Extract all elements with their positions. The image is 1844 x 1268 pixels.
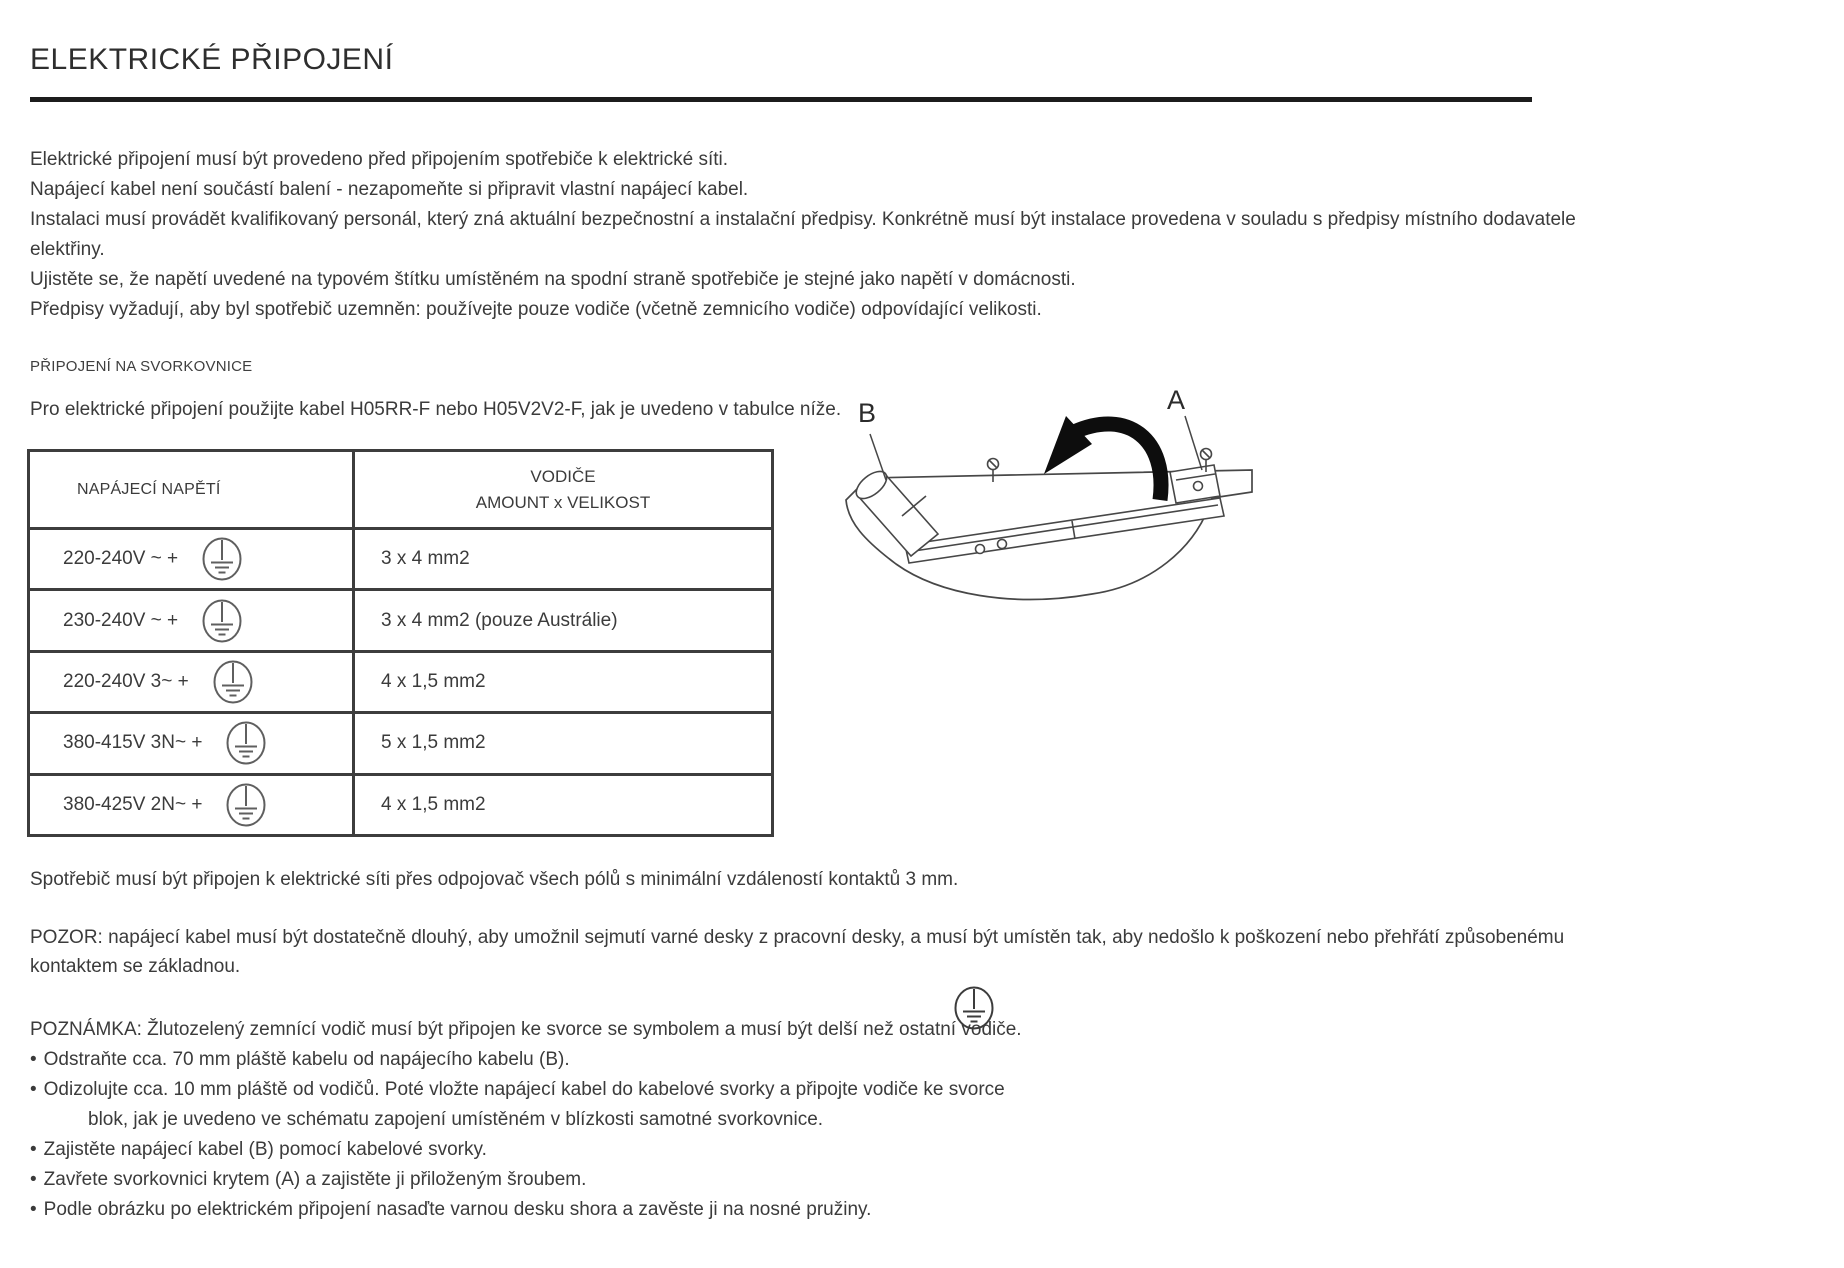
bullet: •: [30, 1169, 37, 1190]
cable-gland: [852, 466, 938, 556]
bullet: •: [30, 1079, 37, 1100]
disconnector-note: Spotřebič musí být připojen k elektrické síti přes odpojovač všech pólů s minimální vzdáleností kontaktů 3 mm.: [30, 869, 959, 890]
warning-line: POZOR: napájecí kabel musí být dostatečně dlouhý, aby umožnil sejmutí varné desky z pracovní desky, a musí být umístěn tak, aby nedošlo k poškození nebo přehřátí způsobenému: [30, 927, 1565, 948]
wires-cell: 4 x 1,5 mm2: [352, 773, 771, 834]
table-header-wires: [352, 452, 771, 527]
ground-icon: [202, 599, 242, 643]
ground-icon: [202, 537, 242, 581]
voltage-cell: 220-240V ~ +: [30, 527, 352, 588]
cable-type-note: Pro elektrické připojení použijte kabel H05RR-F nebo H05V2V2-F, jak je uvedeno v tabulce níže.: [30, 399, 842, 420]
page-title: ELEKTRICKÉ PŘIPOJENÍ: [30, 43, 394, 76]
intro-paragraph: [30, 145, 1576, 325]
ground-icon: [213, 660, 253, 704]
ground-note: POZNÁMKA: Žlutozelený zemnící vodič musí být připojen ke svorce se symbolem a musí být delší než ostatní vodiče.: [30, 1015, 1022, 1045]
ground-icon: [226, 721, 266, 765]
step-item: • Zajistěte napájecí kabel (B) pomocí kabelové svorky.: [30, 1135, 1022, 1165]
intro-line: Instalaci musí provádět kvalifikovaný personál, který zná aktuální bezpečnostní a instalační předpisy. Konkrétně musí být instalace provedena v souladu s předpisy místního dodavatele: [30, 209, 1576, 230]
intro-line: elektřiny.: [30, 239, 105, 260]
intro-line: Ujistěte se, že napětí uvedené na typovém štítku umístěném na spodní straně spotřebiče je stejné jako napětí v domácnosti.: [30, 269, 1076, 290]
wires-cell: 3 x 4 mm2 (pouze Austrálie): [352, 588, 771, 649]
step-item: • Odstraňte cca. 70 mm pláště kabelu od napájecího kabelu (B).: [30, 1045, 1022, 1075]
title-rule: [30, 97, 1532, 102]
voltage-cell: 230-240V ~ +: [30, 588, 352, 649]
warning-line: kontaktem se základnou.: [30, 956, 241, 977]
wires-cell: 3 x 4 mm2: [352, 527, 771, 588]
bullet: •: [30, 1139, 37, 1160]
table-header-voltage: NAPÁJECÍ NAPĚTÍ: [77, 480, 221, 498]
section-subheading: PŘIPOJENÍ NA SVORKOVNICE: [30, 358, 253, 375]
voltage-cell: 220-240V 3~ +: [30, 650, 352, 711]
power-supply-table: [27, 449, 774, 837]
step-item-continuation: blok, jak je uvedeno ve schématu zapojení umístěném v blízkosti samotné svorkovnice.: [88, 1109, 824, 1130]
table-header-wires-line1: VODIČE: [530, 466, 596, 486]
terminal-block-diagram: [840, 382, 1260, 642]
voltage-cell: 380-415V 3N~ +: [30, 711, 352, 772]
voltage-cell: 380-425V 2N~ +: [30, 773, 352, 834]
bullet: •: [30, 1199, 37, 1220]
diagram-label-a: A: [1167, 385, 1186, 415]
installation-steps: [30, 1015, 1022, 1225]
bullet: •: [30, 1049, 37, 1070]
cover-plate: [1170, 465, 1220, 503]
ground-note-word: vodiče.: [961, 1015, 1021, 1045]
ground-icon: [226, 783, 266, 827]
table-header-wires-line2: AMOUNT x VELIKOST: [475, 492, 651, 512]
intro-line: Elektrické připojení musí být provedeno před připojením spotřebiče k elektrické síti.: [30, 149, 729, 170]
terminal-tray: [905, 498, 1224, 563]
step-item: • Podle obrázku po elektrickém připojení nasaďte varnou desku shora a zavěste ji na nosné pružiny.: [30, 1195, 1022, 1225]
warning-note: [30, 923, 1564, 981]
diagram-label-b: B: [858, 398, 877, 428]
intro-line: Předpisy vyžadují, aby byl spotřebič uzemněn: používejte pouze vodiče (včetně zemnicího vodiče) odpovídající velikosti.: [30, 299, 1042, 320]
intro-line: Napájecí kabel není součástí balení - nezapomeňte si připravit vlastní napájecí kabel.: [30, 179, 749, 200]
screw-icon: [988, 459, 999, 483]
wires-cell: 4 x 1,5 mm2: [352, 650, 771, 711]
step-item: • Zavřete svorkovnici krytem (A) a zajistěte ji přiloženým šroubem.: [30, 1165, 1022, 1195]
step-item: • Odizolujte cca. 10 mm pláště od vodičů. Poté vložte napájecí kabel do kabelové svorky a připojte vodiče ke svorce: [30, 1075, 1022, 1105]
wires-cell: 5 x 1,5 mm2: [352, 711, 771, 772]
rotate-arrow-icon: [1044, 416, 1161, 500]
